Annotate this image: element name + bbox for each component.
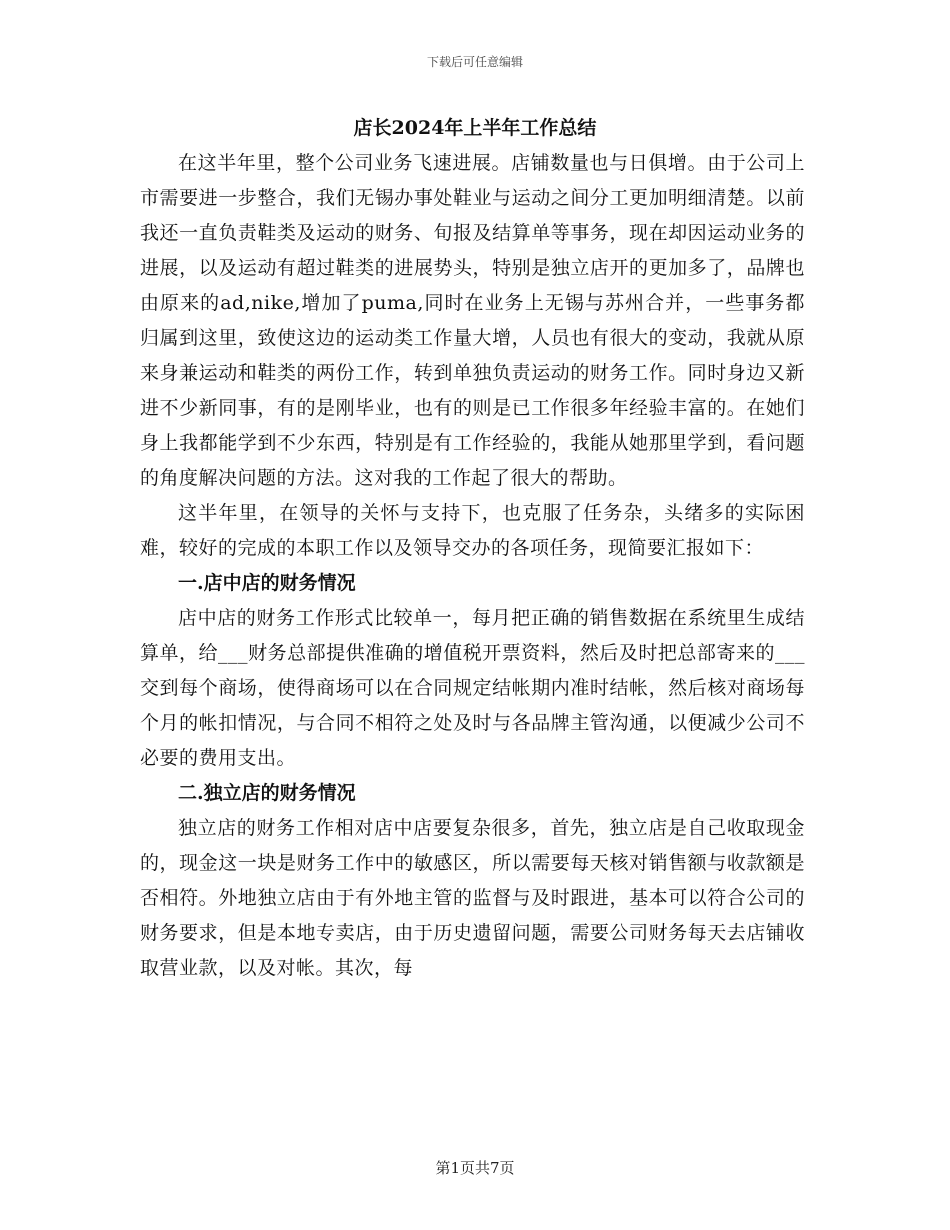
page-indicator: 第1页共7页	[435, 1159, 515, 1177]
section-body-standalone-store: 独立店的财务工作相对店中店要复杂很多，首先，独立店是自己收取现金的，现金这一块是财务工作中的敏感区，所以需要每天核对销售额与收款额是否相符。外地独立店由于有外地主管的监督与及时跟进，基本可以符合公司的财务要求，但是本地专卖店，由于历史遗留问题，需要公司财务每天去店铺收取营业款，以及对帐。其次，每	[140, 817, 805, 979]
document-body	[140, 146, 805, 986]
section-heading-shop-in-shop: 一.店中店的财务情况	[178, 572, 356, 594]
header-note: 下载后可任意编辑	[426, 55, 523, 69]
document-title: 店长2024年上半年工作总结	[353, 117, 597, 139]
section-body-shop-in-shop: 店中店的财务工作形式比较单一，每月把正确的销售数据在系统里生成结算单，给___财务总部提供准确的增值税开票资料，然后及时把总部寄来的___交到每个商场，使得商场可以在合同规定结帐期内准时结帐，然后核对商场每个月的帐扣情况，与合同不相符之处及时与各品牌主管沟通，以便减少公司不必要的费用支出。	[140, 607, 805, 769]
section-heading-standalone-store: 二.独立店的财务情况	[178, 782, 356, 804]
paragraph-intro: 在这半年里，整个公司业务飞速进展。店铺数量也与日俱增。由于公司上市需要进一步整合，我们无锡办事处鞋业与运动之间分工更加明细清楚。以前我还一直负责鞋类及运动的财务、旬报及结算单等事务，现在却因运动业务的进展，以及运动有超过鞋类的进展势头，特别是独立店开的更加多了，品牌也由原来的ad,nike,增加了puma,同时在业务上无锡与苏州合并，一些事务都归属到这里，致使这边的运动类工作量大增，人员也有很大的变动，我就从原来身兼运动和鞋类的两份工作，转到单独负责运动的财务工作。同时身边又新进不少新同事，有的是刚毕业，也有的则是已工作很多年经验丰富的。在她们身上我都能学到不少东西，特别是有工作经验的，我能从她那里学到，看问题的角度解决问题的方法。这对我的工作起了很大的帮助。	[140, 152, 805, 489]
paragraph-summary: 这半年里，在领导的关怀与支持下，也克服了任务杂，头绪多的实际困难，较好的完成的本职工作以及领导交办的各项任务，现简要汇报如下：	[140, 502, 805, 559]
